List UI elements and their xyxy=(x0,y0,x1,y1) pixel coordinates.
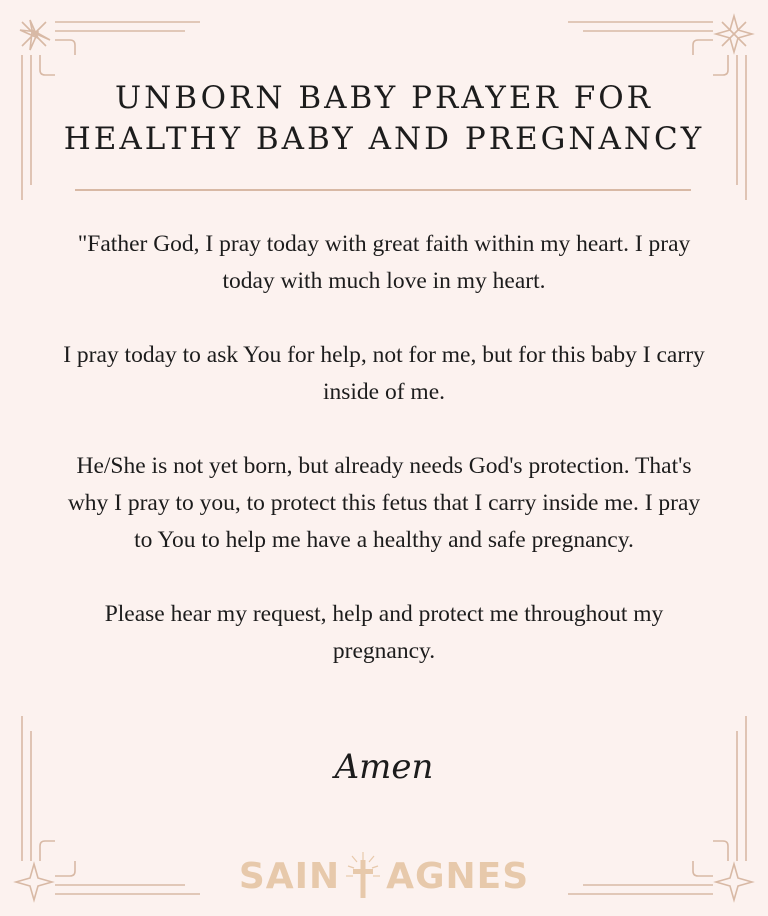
title-line-2: HEALTHY BABY AND PREGNANCY xyxy=(63,121,705,157)
closing-amen: Amen xyxy=(334,747,434,787)
title-line-1: UNBORN BABY PRAYER FOR xyxy=(115,80,653,116)
prayer-paragraph-1: "Father God, I pray today with great faith within my heart. I pray today with much love in my heart. xyxy=(77,231,691,294)
cross-icon xyxy=(344,850,382,902)
logo-text-right: AGNES xyxy=(386,855,530,897)
saint-agnes-logo xyxy=(0,846,768,906)
prayer-paragraph-3: He/She is not yet born, but already needs God's protection. That's why I pray to you, to protect this fetus that I carry inside me. I pray to You to help me have a healthy and safe pregnancy. xyxy=(67,453,701,553)
prayer-paragraph-2: I pray today to ask You for help, not for me, but for this baby I carry inside of me. xyxy=(63,342,705,405)
page-title xyxy=(0,78,768,160)
logo-text-left: SAIN xyxy=(238,855,341,897)
prayer-paragraph-4: Please hear my request, help and protect me throughout my pregnancy. xyxy=(104,601,664,664)
title-divider xyxy=(75,189,691,191)
prayer-text xyxy=(60,226,708,670)
